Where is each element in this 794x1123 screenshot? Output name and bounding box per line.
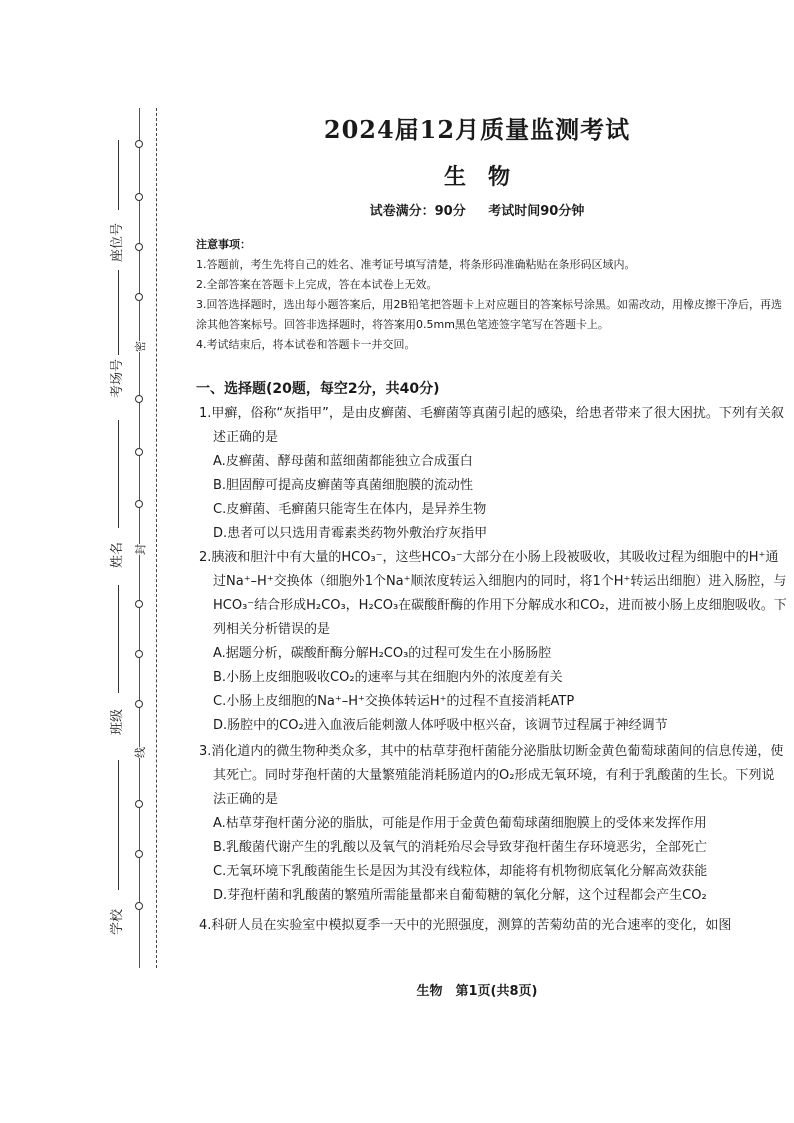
binding-hole xyxy=(135,650,143,658)
note-item: 3.回答选择题时，选出每小题答案后，用2B铅笔把答题卡上对应题目的答案标号涂黑。如需改动，用橡皮擦干净后，再选涂其他答案标号。回答非选择题时，将答案用0.5mm黑色笔迹签字笔写在答题卡上。 xyxy=(196,298,783,331)
question-stem: 4.科研人员在实验室中模拟夏季一天中的光照强度，测算的苦菊幼苗的光合速率的变化，如图 xyxy=(199,918,732,933)
exam-meta xyxy=(160,200,794,219)
question-1 xyxy=(199,402,787,546)
binding-hole xyxy=(135,500,143,508)
option-c: C.小肠上皮细胞的Na⁺–H⁺交换体转运H⁺的过程不直接消耗ATP xyxy=(213,694,575,709)
note-item: 2.全部答案在答题卡上完成，答在本试卷上无效。 xyxy=(196,278,438,291)
binding-hole xyxy=(135,395,143,403)
question-2 xyxy=(199,546,787,738)
seat-number-line[interactable] xyxy=(118,140,119,210)
note-item: 4.考试结束后，将本试卷和答题卡一并交回。 xyxy=(196,338,416,351)
room-number-label: 考场号 xyxy=(110,358,125,398)
option-a: A.枯草芽孢杆菌分泌的脂肽，可能是作用于金黄色葡萄球菌细胞膜上的受体来发挥作用 xyxy=(213,816,707,831)
option-c: C.皮癣菌、毛癣菌只能寄生在体内，是异养生物 xyxy=(213,502,487,517)
notes-heading: 注意事项： xyxy=(196,238,251,251)
class-line[interactable] xyxy=(118,585,119,693)
exam-title: 2024届12月质量监测考试 xyxy=(323,115,631,144)
page-footer: 生物 第1页(共8页) xyxy=(416,984,538,999)
room-number-line[interactable] xyxy=(118,270,119,355)
name-label: 姓名 xyxy=(110,541,125,568)
seal-mi: 密 xyxy=(134,341,147,352)
seal-feng: 封 xyxy=(134,544,147,555)
option-d: D.肠腔中的CO₂进入血液后能刺激人体呼吸中枢兴奋，该调节过程属于神经调节 xyxy=(213,718,668,733)
class-label: 班级 xyxy=(110,708,125,735)
question-4 xyxy=(199,914,787,938)
question-stem: 1.甲癣，俗称“灰指甲”，是由皮癣菌、毛癣菌等真菌引起的感染，给患者带来了很大困扰。下列有关叙述正确的是 xyxy=(199,406,784,445)
binding-hole xyxy=(135,448,143,456)
option-a: A.据题分析，碳酸酐酶分解H₂CO₃的过程可发生在小肠肠腔 xyxy=(213,646,552,661)
option-b: B.小肠上皮细胞吸收CO₂的速率与其在细胞内外的浓度差有关 xyxy=(213,670,563,685)
binding-hole xyxy=(135,800,143,808)
option-a: A.皮癣菌、酵母菌和蓝细菌都能独立合成蛋白 xyxy=(213,454,473,469)
question-stem: 3.消化道内的微生物种类众多，其中的枯草芽孢杆菌能分泌脂肽切断金黄色葡萄球菌间的信息传递，使其死亡。同时芽孢杆菌的大量繁殖能消耗肠道内的O₂形成无氧环境，有利于乳酸菌的生长。下列说法正确的是 xyxy=(199,744,784,807)
option-b: B.乳酸菌代谢产生的乳酸以及氧气的消耗殆尽会导致芽孢杆菌生存环境恶劣，全部死亡 xyxy=(213,840,708,855)
binding-hole xyxy=(135,902,143,910)
binding-hole xyxy=(135,850,143,858)
school-label: 学校 xyxy=(110,908,125,935)
score-label: 试卷满分：90分 xyxy=(369,204,466,219)
section-heading: 一、选择题(20题，每空2分，共40分) xyxy=(196,381,440,397)
binding-hole xyxy=(135,700,143,708)
note-item: 1.答题前，考生先将自己的姓名、准考证号填写清楚，将条形码准确粘贴在条形码区域内。 xyxy=(196,258,636,271)
school-line[interactable] xyxy=(118,760,119,890)
option-d: D.患者可以只选用青霉素类药物外敷治疗灰指甲 xyxy=(213,526,488,541)
binding-hole xyxy=(135,140,143,148)
question-stem: 2.胰液和胆汁中有大量的HCO₃⁻，这些HCO₃⁻大部分在小肠上段被吸收，其吸收过程为细胞中的H⁺通过Na⁺–H⁺交换体（细胞外1个Na⁺顺浓度转运入细胞内的同时，将1个H⁺转运出细胞）进入肠腔，与HCO₃⁻结合形成H₂CO₃，H₂CO₃在碳酸酐酶的作用下分解成水和CO₂，进而被小肠上皮细胞吸收。下列相关分析错误的是 xyxy=(199,550,787,637)
name-line[interactable] xyxy=(118,420,119,528)
seal-xian: 线 xyxy=(134,747,147,758)
binding-hole xyxy=(135,193,143,201)
notes-block xyxy=(196,235,790,355)
seat-number-label: 座位号 xyxy=(110,222,125,262)
binding-hole xyxy=(135,243,143,251)
option-c: C.无氧环境下乳酸菌能生长是因为其没有线粒体，却能将有机物彻底氧化分解高效获能 xyxy=(213,864,708,879)
binding-hole xyxy=(135,293,143,301)
option-b: B.胆固醇可提高皮癣菌等真菌细胞膜的流动性 xyxy=(213,478,474,493)
question-3 xyxy=(199,740,787,908)
subject-title: 生物 xyxy=(443,164,532,190)
binding-solid-line xyxy=(139,108,140,968)
time-label: 考试时间90分钟 xyxy=(488,204,585,219)
binding-hole xyxy=(135,600,143,608)
binding-dashed-line xyxy=(156,108,157,968)
option-d: D.芽孢杆菌和乳酸菌的繁殖所需能量都来自葡萄糖的氧化分解，这个过程都会产生CO₂ xyxy=(213,888,707,903)
